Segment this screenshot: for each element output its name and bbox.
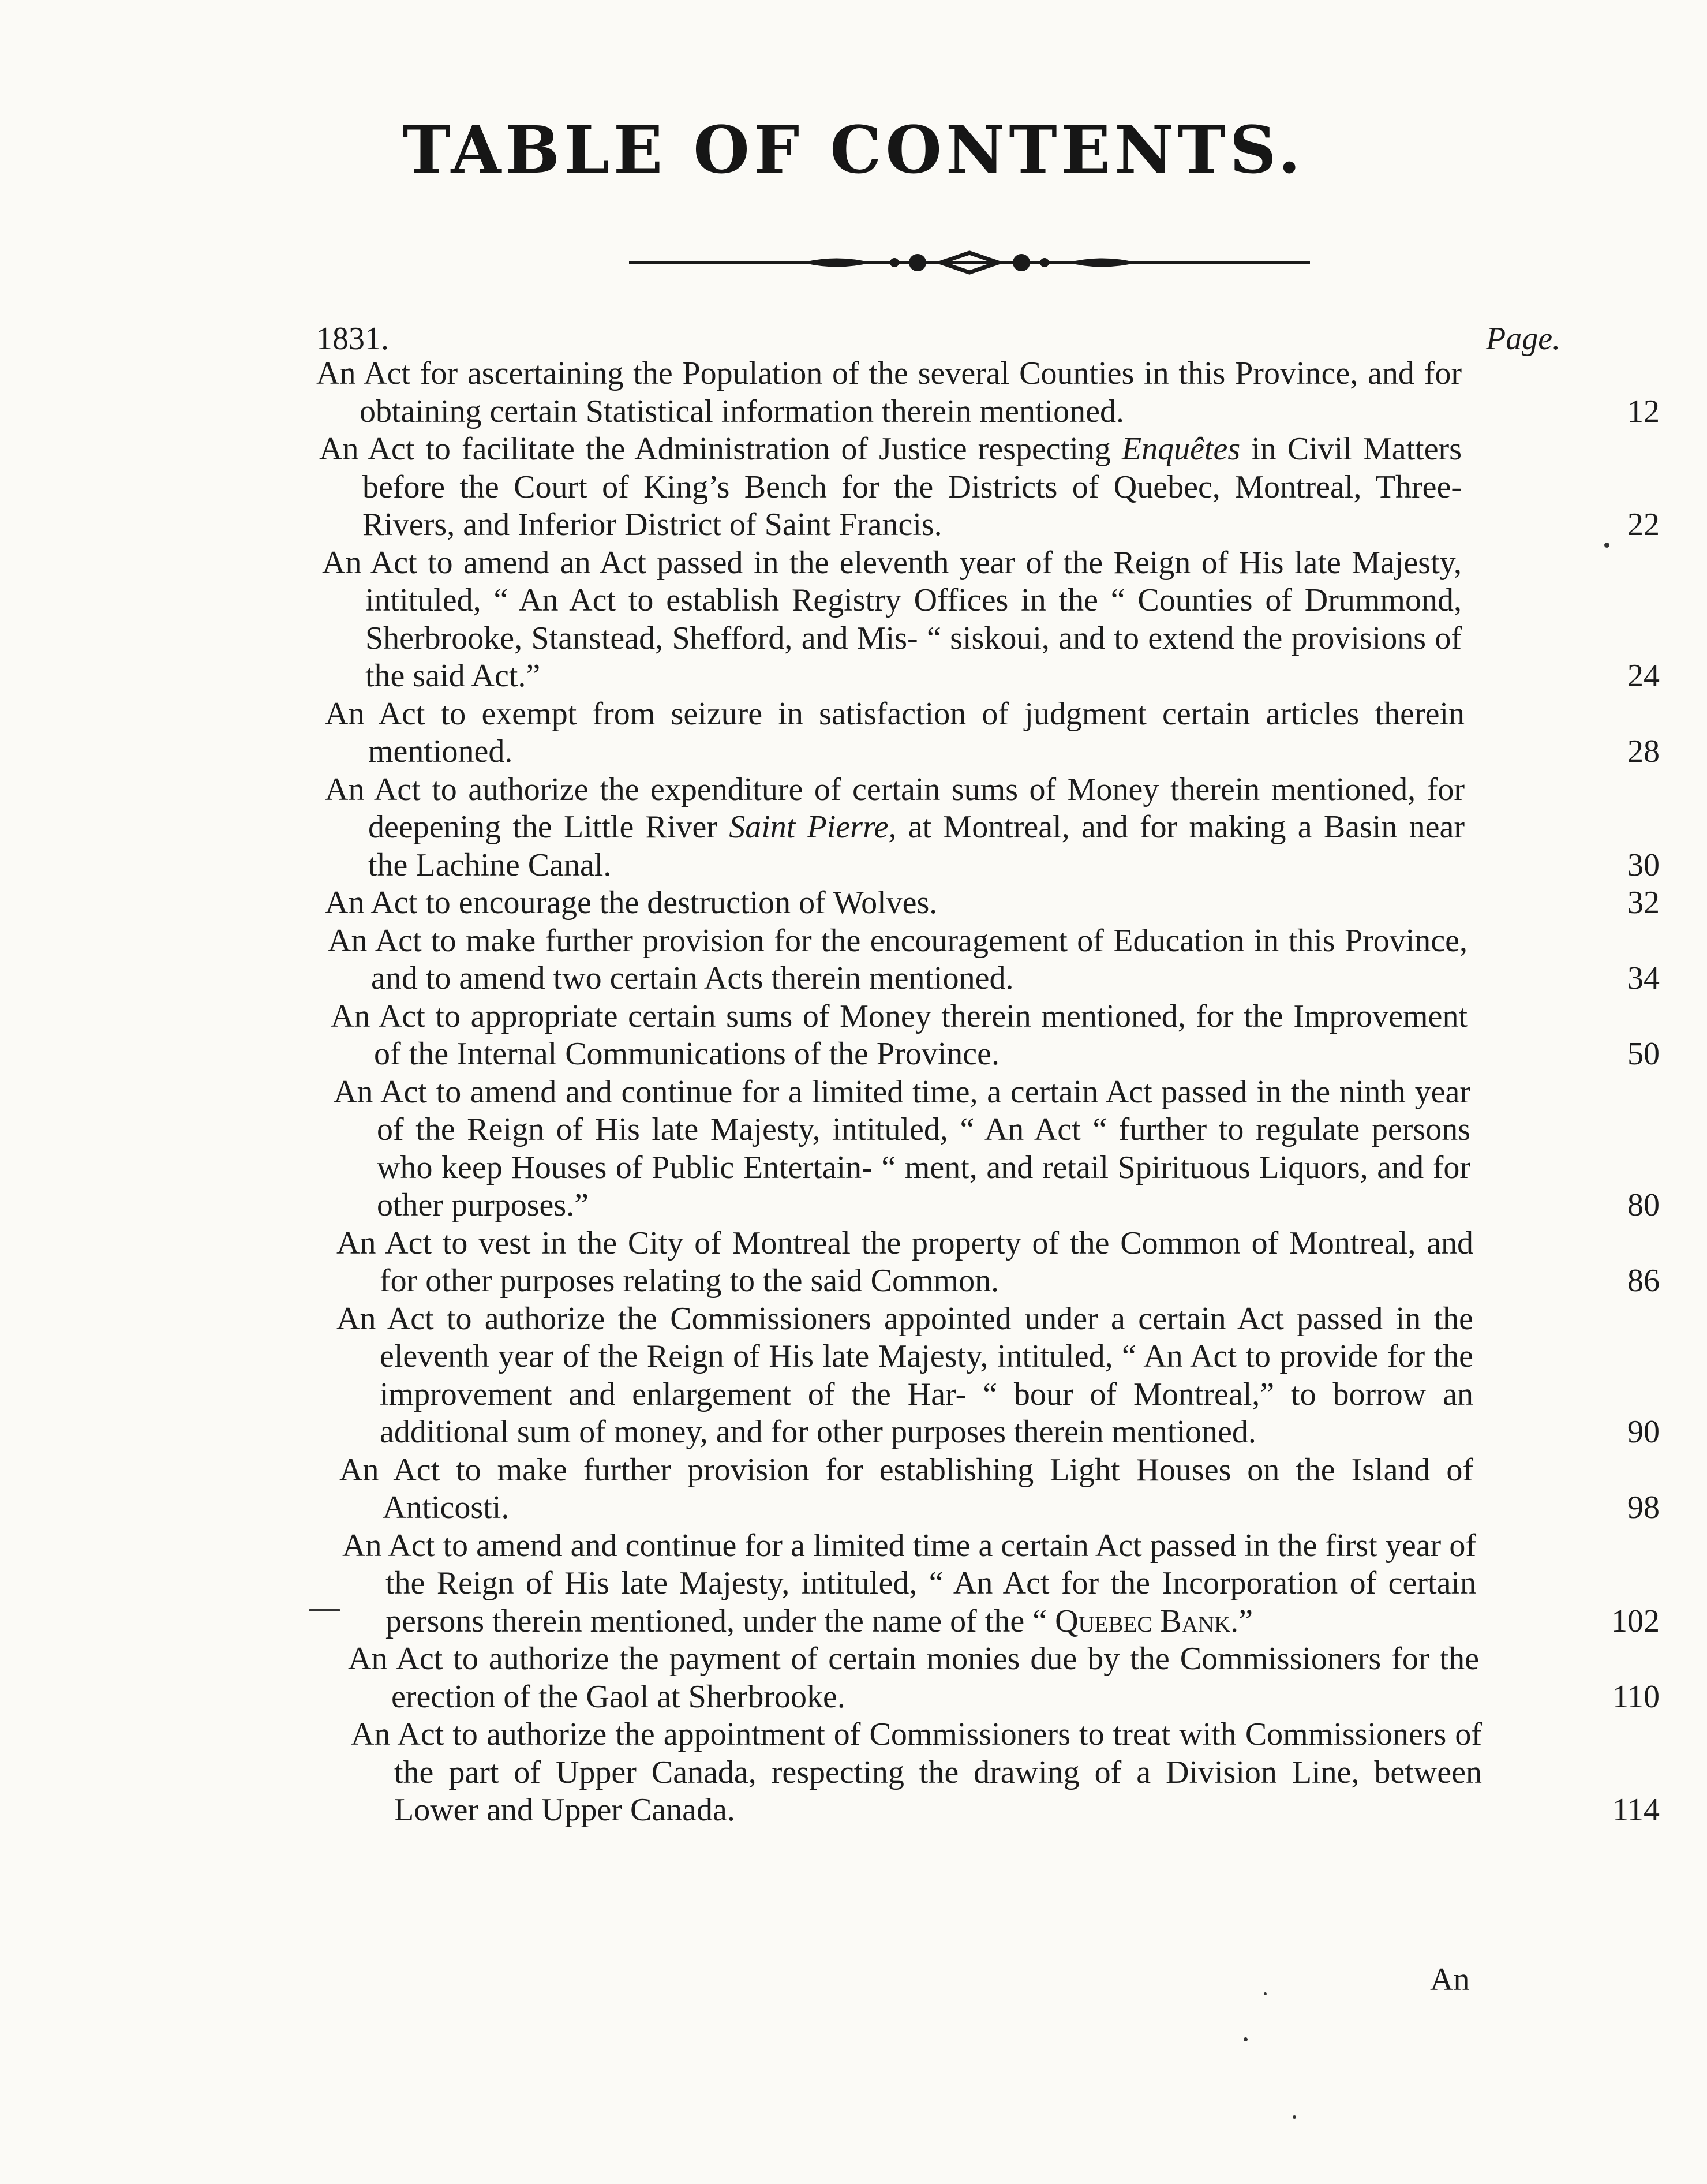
entry-page-number: 50 bbox=[1627, 1036, 1660, 1072]
catchword: An bbox=[1430, 1962, 1470, 1998]
print-speck bbox=[1293, 2115, 1296, 2119]
entry-page-number: 110 bbox=[1612, 1678, 1660, 1715]
entry-title: An Act to amend and continue for a limited time a certain Act passed in the first year of the Reign of His late Majesty, intituled, “ An Act for the Incorporation of certain persons therein mentioned, under the name of the “ Quebec Bank.” bbox=[342, 1527, 1476, 1639]
contents-entry bbox=[336, 1225, 1660, 1300]
entry-page-number: 102 bbox=[1611, 1603, 1660, 1639]
entry-page-number: 32 bbox=[1627, 885, 1660, 921]
entry-title: An Act to amend an Act passed in the eleventh year of the Reign of His late Majesty, intituled, “ An Act to establish Registry Offices in the “ Counties of Drummond, Sherbrooke, Stanstead, Shefford, and Mis- “ siskoui, and to extend the provisions of the said Act.” bbox=[322, 544, 1462, 694]
entry-page-number: 24 bbox=[1627, 658, 1660, 694]
contents-entry bbox=[336, 1300, 1660, 1452]
entry-title: An Act to exempt from seizure in satisfaction of judgment certain articles therein mentioned. bbox=[325, 695, 1465, 769]
contents-entry bbox=[325, 884, 1660, 922]
contents-entry bbox=[316, 355, 1660, 431]
print-speck bbox=[1604, 543, 1609, 548]
contents-entry bbox=[319, 431, 1660, 544]
decorative-rule-icon bbox=[629, 248, 1310, 277]
contents-entry bbox=[351, 1716, 1660, 1830]
entry-page-number: 30 bbox=[1627, 847, 1660, 883]
entry-page-number: 12 bbox=[1627, 393, 1660, 429]
contents-entry bbox=[325, 771, 1660, 885]
entry-title: An Act for ascertaining the Population of the several Counties in this Province, and for obtaining certain Statistical information therein mentioned. bbox=[316, 356, 1462, 429]
entry-title: An Act to facilitate the Administration of Justice respecting Enquêtes in Civil Matters before the Court of King’s Bench for the Districts of Quebec, Montreal, Three-Rivers, and Inferior District of Saint Francis. bbox=[319, 431, 1462, 543]
entry-page-number: 98 bbox=[1627, 1490, 1660, 1525]
entry-page-number: 86 bbox=[1627, 1263, 1660, 1299]
entry-title: An Act to amend and continue for a limited time, a certain Act passed in the ninth year of the Reign of His late Majesty, intituled, “ An Act “ further to regulate persons who keep Houses of Public Entertain- “ ment, and retail Spirituous Liquors, and for other purposes.” bbox=[334, 1074, 1470, 1223]
contents-entry bbox=[325, 695, 1660, 771]
entry-title: An Act to authorize the appointment of Commissioners to treat with Commissioners of the part of Upper Canada, respecting the drawing of a Division Line, between Lower and Upper Canada. bbox=[351, 1716, 1482, 1828]
print-speck bbox=[1264, 1992, 1267, 1995]
entry-page-number: 28 bbox=[1627, 734, 1660, 769]
entry-title: An Act to authorize the expenditure of certain sums of Money therein mentioned, for deepening the Little River Saint Pierre, at Montreal, and for making a Basin near the Lachine Canal. bbox=[325, 771, 1465, 883]
page-title: TABLE OF CONTENTS. bbox=[402, 113, 1305, 188]
contents-entry bbox=[348, 1640, 1660, 1716]
entry-page-number: 22 bbox=[1627, 507, 1660, 543]
contents-entry bbox=[339, 1452, 1660, 1527]
entry-title: An Act to authorize the payment of certain monies due by the Commissioners for the erection of the Gaol at Sherbrooke. bbox=[348, 1641, 1479, 1715]
contents-entry bbox=[328, 922, 1660, 998]
entry-title: An Act to appropriate certain sums of Money therein mentioned, for the Improvement of the Internal Communications of the Province. bbox=[331, 998, 1468, 1072]
entry-page-number: 34 bbox=[1627, 960, 1660, 996]
entry-title: An Act to encourage the destruction of Wolves. bbox=[325, 885, 938, 921]
entry-page-number: 90 bbox=[1627, 1414, 1660, 1450]
contents-entry bbox=[334, 1074, 1660, 1225]
contents-entry bbox=[322, 544, 1660, 695]
entry-title: An Act to vest in the City of Montreal the property of the Common of Montreal, and for other purposes relating to the said Common. bbox=[336, 1225, 1473, 1299]
entry-page-number: 80 bbox=[1627, 1187, 1660, 1223]
year-heading: 1831. bbox=[316, 321, 389, 357]
print-speck bbox=[309, 1609, 340, 1611]
entry-title: An Act to make further provision for the encouragement of Education in this Province, and to amend two certain Acts therein mentioned. bbox=[328, 922, 1468, 996]
entry-page-number: 114 bbox=[1612, 1792, 1660, 1828]
entry-title: An Act to make further provision for establishing Light Houses on the Island of Anticosti. bbox=[339, 1452, 1473, 1525]
contents-entry bbox=[342, 1527, 1660, 1641]
page-column-heading: Page. bbox=[1486, 321, 1561, 357]
print-speck bbox=[1244, 2037, 1248, 2041]
entry-title: An Act to authorize the Commissioners appointed under a certain Act passed in the eleventh year of the Reign of His late Majesty, intituled, “ An Act to provide for the improvement and enlargement of the Har- “ bour of Montreal,” to borrow an additional sum of money, and for other purposes therein mentioned. bbox=[336, 1300, 1473, 1450]
contents-list bbox=[0, 355, 1707, 1830]
contents-entry bbox=[331, 998, 1660, 1074]
